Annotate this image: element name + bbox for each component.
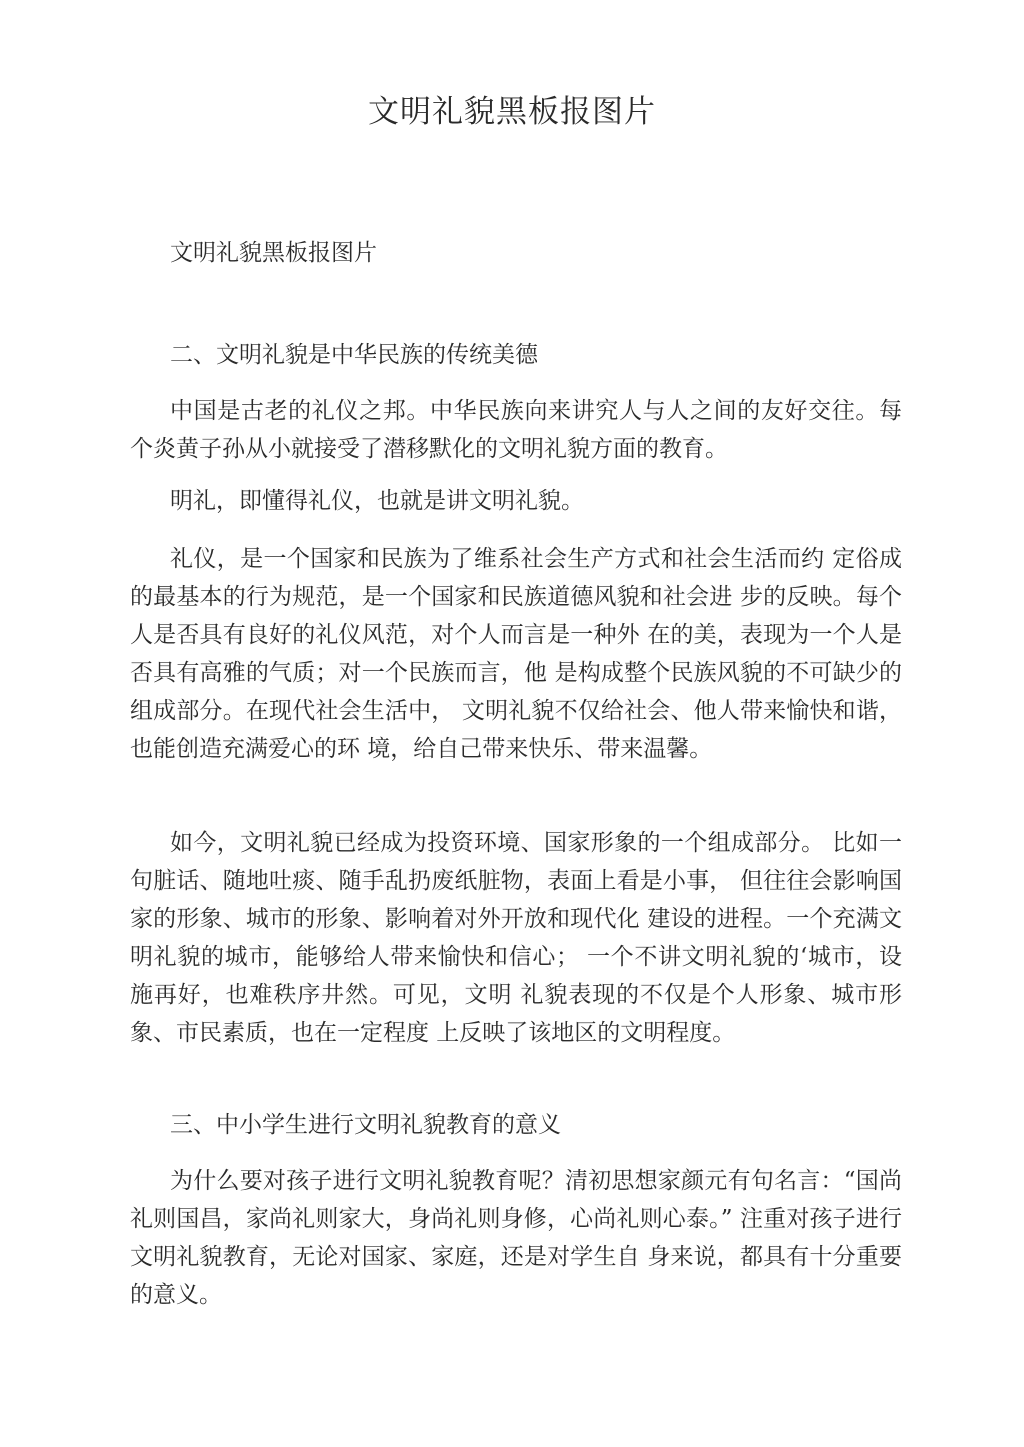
paragraph-5: 为什么要对孩子进行文明礼貌教育呢？清初思想家颜元有句名言：“国尚礼则国昌，家尚礼则家大，身尚礼则身修，心尚礼则心泰。” 注重对孩子进行文明礼貌教育，无论对国家、家庭，还是对学生自 身来说，都具有十分重要的意义。 (130, 1168, 902, 1308)
document-subtitle: 文明礼貌黑板报图片 (170, 240, 377, 266)
document-title: 文明礼貌黑板报图片 (368, 94, 656, 130)
paragraph-3: 礼仪，是一个国家和民族为了维系社会生产方式和社会生活而约 定俗成的最基本的行为规范，是一个国家和民族道德风貌和社会进 步的反映。每个人是否具有良好的礼仪风范，对个人而言是一种外 在的美，表现为一个人是否具有高雅的气质；对一个民族而言，他 是构成整个民族风貌的不可缺少的组成部分。在现代社会生活中， 文明礼貌不仅给社会、他人带来愉快和谐，也能创造充满爱心的环 境，给自己带来快乐、带来温馨。 (130, 546, 902, 762)
paragraph-4: 如今，文明礼貌已经成为投资环境、国家形象的一个组成部分。 比如一句脏话、随地吐痰、随手乱扔废纸脏物，表面上看是小事， 但往往会影响国家的形象、城市的形象、影响着对外开放和现代化 建设的进程。一个充满文明礼貌的城市，能够给人带来愉快和信心； 一个不讲文明礼貌的‘城市，设施再好，也难秩序井然。可见，文明 礼貌表现的不仅是个人形象、城市形象、市民素质，也在一定程度 上反映了该地区的文明程度。 (130, 830, 902, 1046)
paragraph-1: 中国是古老的礼仪之邦。中华民族向来讲究人与人之间的友好交往。每个炎黄子孙从小就接受了潜移默化的文明礼貌方面的教育。 (130, 398, 902, 462)
paragraph-2: 明礼，即懂得礼仪，也就是讲文明礼貌。 (170, 488, 584, 514)
section-heading-two: 二、文明礼貌是中华民族的传统美德 (170, 342, 538, 368)
section-heading-three: 三、中小学生进行文明礼貌教育的意义 (170, 1112, 561, 1138)
